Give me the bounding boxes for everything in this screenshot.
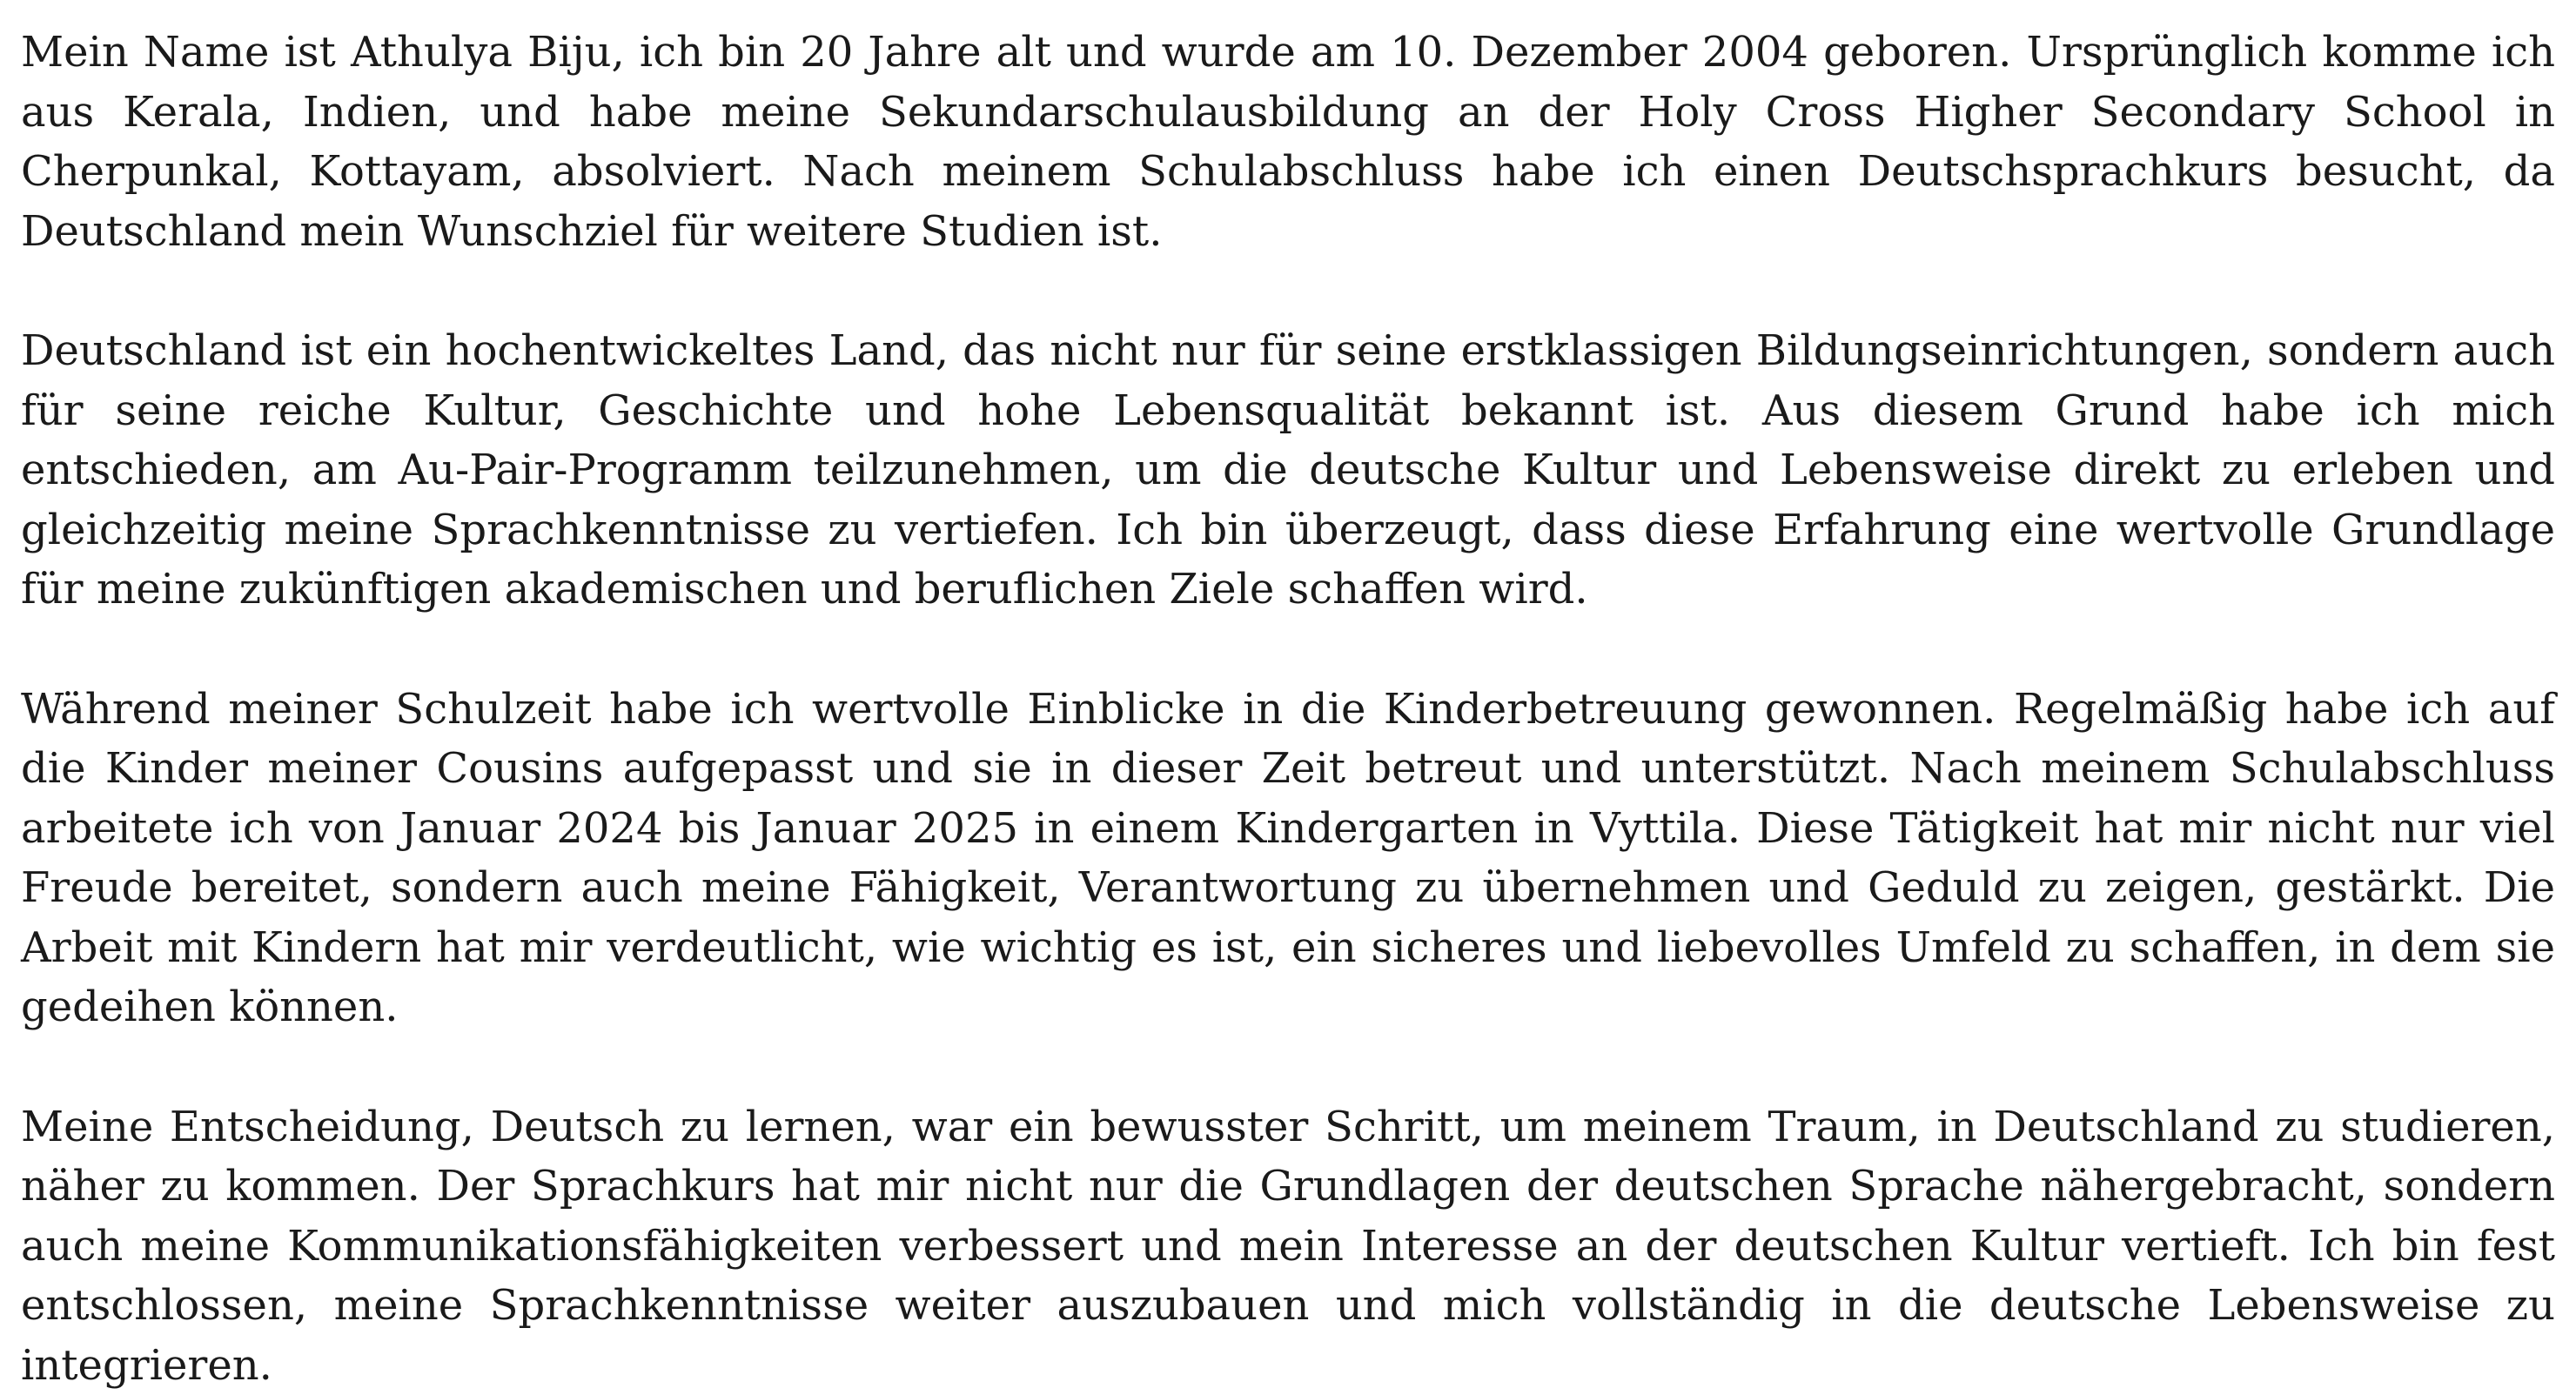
paragraph-language-learning: Meine Entscheidung, Deutsch zu lernen, war ein bewusster Schritt, um meinem Traum, in Deutschland zu studieren, näher zu kommen. Der Sprachkurs hat mir nicht nur die Grundlagen der deutschen Sprache nähergebracht, sondern auch meine Kommunikationsfähigkeiten verbessert und mein Interesse an der deutschen Kultur vertieft. Ich bin fest entschlossen, meine Sprachkenntnisse weiter auszubauen und mich vollständig in die deutsche Lebensweise zu integrieren. bbox=[21, 1097, 2555, 1395]
paragraph-introduction: Mein Name ist Athulya Biju, ich bin 20 Jahre alt und wurde am 10. Dezember 2004 geboren. Ursprünglich komme ich aus Kerala, Indien, und habe meine Sekundarschulausbildung an der Holy Cross Higher Secondary School in Cherpunkal, Kottayam, absolviert. Nach meinem Schulabschluss habe ich einen Deutschsprachkurs besucht, da Deutschland mein Wunschziel für weitere Studien ist. bbox=[21, 23, 2555, 261]
paragraph-motivation-germany: Deutschland ist ein hochentwickeltes Land, das nicht nur für seine erstklassigen Bildungseinrichtungen, sondern auch für seine reiche Kultur, Geschichte und hohe Lebensqualität bekannt ist. Aus diesem Grund habe ich mich entschieden, am Au-Pair-Programm teilzunehmen, um die deutsche Kultur und Lebensweise direkt zu erleben und gleichzeitig meine Sprachkenntnisse zu vertiefen. Ich bin überzeugt, dass diese Erfahrung eine wertvolle Grundlage für meine zukünftigen akademischen und beruflichen Ziele schaffen wird. bbox=[21, 321, 2555, 620]
paragraph-childcare-experience: Während meiner Schulzeit habe ich wertvolle Einblicke in die Kinderbetreuung gewonnen. Regelmäßig habe ich auf die Kinder meiner Cousins aufgepasst und sie in dieser Zeit betreut und unterstützt. Nach meinem Schulabschluss arbeitete ich von Januar 2024 bis Januar 2025 in einem Kindergarten in Vyttila. Diese Tätigkeit hat mir nicht nur viel Freude bereitet, sondern auch meine Fähigkeit, Verantwortung zu übernehmen und Geduld zu zeigen, gestärkt. Die Arbeit mit Kindern hat mir verdeutlicht, wie wichtig es ist, ein sicheres und liebevolles Umfeld zu schaffen, in dem sie gedeihen können. bbox=[21, 680, 2555, 1037]
